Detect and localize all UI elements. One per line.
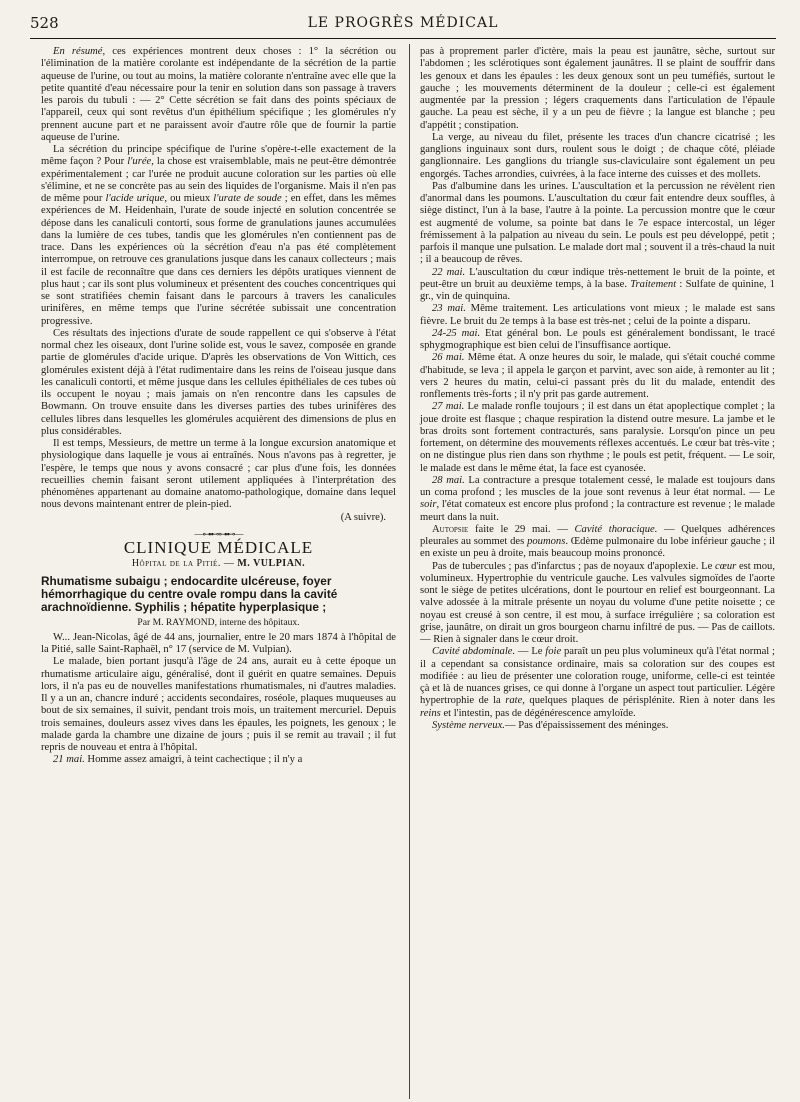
paragraph — [420, 401, 775, 475]
paragraph-text: , ou mieux — [164, 193, 214, 204]
paragraph-text: Pas de tubercules ; pas d'infarctus ; pas de noyaux d'apoplexie. Le — [432, 560, 716, 572]
paragraph: Le malade, bien portant jusqu'à l'âge de 24 ans, aurait eu à cette époque un rhumatisme articulaire aigu, généralisé, dont il guérit en quatre semaines. Depuis lors, il n'a pas eu de nouvelles manifestations rhumatismales, ni d'autres maladies. Il y a un an, chancre induré ; accidents secondaires, roséole, plaques muqueuses au bout de six semaines, il suivit, pendant trois mois, un traitement mercuriel. Depuis trois semaines, douleurs assez vives dans les épaules, les poignets, les genoux ; le malade garda la chambre une dizaine de jours ; puis il se remit au travail ; il fut repris de nouveau et entra à l'hôpital. — [41, 656, 396, 753]
physician-name: M. VULPIAN. — [237, 558, 306, 570]
ornament-divider: —⊶⊷⊶⊷— — [194, 528, 243, 539]
emphasis: En résumé — [53, 46, 103, 57]
emphasis: Système nerveux. — [432, 719, 505, 731]
paragraph — [420, 561, 775, 647]
paragraph — [420, 720, 775, 732]
paragraph-text: Même état. A onze heures du soir, le malade, qui s'était couché comme d'habitude, se leva ; il appela le garçon et parvint, avec son aide, à remonter au lit ; vers 2 heures du matin, celui-ci passant près du lit du malade, entendit des ronflements très-forts ; il n'y prit pas garde autrement. — [420, 352, 775, 400]
paragraph-text: Le malade ronfle toujours ; il est dans un état apoplectique complet ; la joue droite est flasque ; chaque respiration la distend outre mesure. La jambe et le bras droits sont fortement contracturés, sans paralysie. Lorsqu'on pince un peu fortement, on détermine des mouvements réflexes accentués. Le cœur bat très-vite ; on ne distingue plus rien dans son rhythme ; le pouls est petit, fréquent. — Le soir, le malade est dans le même état, la face est cyanosée. — [420, 401, 776, 474]
emphasis: l'urée — [127, 156, 152, 168]
emphasis: poumons — [527, 536, 566, 547]
paragraph — [420, 646, 775, 720]
suite-note: (A suivre). — [340, 511, 386, 523]
page-header — [30, 14, 776, 39]
emphasis: cœur — [715, 560, 737, 572]
paragraph-text: Homme assez amaigri, à teint cachectique ; il n'y a — [84, 754, 303, 766]
autopsy-label: Autopsie — [432, 523, 469, 535]
paragraph-text: : Sulfate de quinine, 1 gr., vin de quinquina. — [420, 278, 775, 302]
emphasis: l'urate de soude — [213, 193, 282, 204]
paragraph-text: , ces expériences montrent deux choses : 1° la sécrétion ou l'élimination de la matière corolante est indépendante de la sécrétion de la partie aqueuse de l'urine, ou tout au moins, la matière colorante n'entraîne avec elle que la petite quantité d'eau nécessaire pour la tenir en solution dans son passage à travers les parois du tubuli : — 2° Cette sécrétion se fait dans des points spéciaux de l'appareil, ceux qui sont revêtus d'un épithélium spécifique ; les glomérules n'y prennent aucune part et ne paraissent avoir d'autre rôle que de fournir la partie aqueuse de l'urine. — [41, 46, 396, 143]
paragraph — [420, 303, 775, 328]
paragraph — [41, 754, 396, 766]
hospital-name: Hôpital de la Pitié. — — [131, 558, 238, 570]
paragraph: pas à proprement parler d'ictère, mais la peau est jaunâtre, sèche, surtout sur l'abdomen ; les sclérotiques sont également jaunâtres. Il se plaint de souffrir dans les genoux et dans les épaules : les deux genoux sont un peu tuméfiés, surtout le gauche ; les mouvements déterminent de la douleur ; celle-ci est également augmentée par la pression ; légers craquements dans l'articulation de l'épaule gauche. La peau est sèche, il y a un peu de fièvre ; la langue est blanche ; peu d'appétit ; constipation. — [420, 46, 775, 131]
paragraph-text: L'auscultation du cœur indique très-nettement le bruit de la pointe, et peut-être un bruit au deuxième temps, à la base. — [420, 266, 775, 290]
case-title: Rhumatisme subaigu ; endocardite ulcéreuse, foyer hémorrhagique du centre ovale rompu dans la cavité arachnoïdienne. Syphilis ; hépatite hyperplasique ; — [41, 573, 338, 614]
emphasis: foie — [545, 646, 562, 658]
paragraph-text: — Pas d'épaississement des méninges. — [504, 719, 669, 731]
paragraph-text: Il est temps, Messieurs, de mettre un terme à la longue excursion anatomique et physiologique dans laquelle je vous ai entraînés. Nous n'avons pas à regretter, je l'espère, le temps que nous y avons consacré ; car plus d'une fois, les données recueillies chemin faisant seront utilement appliquées à l'interprétation des phénomènes appartenant au domaine anatomo-pathologique, domaine dans lequel nous devons maintenant entrer de plein-pied. — [41, 438, 396, 511]
right-column — [420, 46, 775, 732]
emphasis: Cavité abdominale. — [432, 646, 516, 658]
paragraph-text: paraît un peu plus volumineux qu'à l'état normal ; il a cependant sa consistance ordinaire, mais sa coloration sur des coupes est modifiée : au lieu de présenter une coloration rouge, uniforme, celle-ci est teintée çà et là de nuances grises, ce qui donne à l'organe un aspect tout particulier. Légère hypertrophie de la — [420, 646, 775, 707]
emphasis: reins — [420, 707, 441, 719]
paragraph — [420, 475, 775, 524]
paragraph-text: , la chose est vraisemblable, mais ne peut-être démontrée expérimentalement ; car l'urée ne produit aucune coloration sur les parties où elle s'élimine, et ne se concrète pas au sein des liquides de l'organisme. Mais il n'en pas de même pour — [41, 156, 396, 204]
paragraph — [41, 46, 396, 144]
paragraph-text: , quelques plaques de périsplénite. Rien à noter dans les — [522, 695, 776, 707]
section-title: CLINIQUE MÉDICALE — [123, 538, 314, 557]
emphasis: soir — [420, 499, 437, 511]
paragraph: Pas d'albumine dans les urines. L'auscultation et la percussion ne révèlent rien d'anormal dans les poumons. L'auscultation du cœur fait entendre deux souffles, à siège distinct, l'un à la base, l'autre à la pointe. La percussion montre que le cœur est augmenté de volume, sa pointe bat dans le 7e espace intercostal, un léger frémissement à la palpation au niveau du sein. Le pouls est peu développé, petit ; parfois il manque une pulsation. Le malade dort mal ; souvent il a très-chaud la nuit ; il a beaucoup de rêves. — [420, 180, 775, 266]
paragraph-text: et l'intestin, pas de dégénérescence amyloïde. — [440, 707, 636, 719]
left-column — [41, 46, 396, 767]
emphasis: Cavité thoracique. — [574, 523, 658, 535]
paragraph — [420, 352, 775, 401]
date-label: 23 mai. — [432, 303, 466, 315]
paragraph-text: Etat général bon. Le pouls est généralement bondissant, le tracé sphygmographique est bien celui de l'insuffisance aortique. — [420, 327, 775, 351]
page-number: 528 — [30, 14, 59, 32]
paragraph — [420, 328, 775, 353]
paragraph-text: ; en effet, dans les mêmes expériences de M. Heidenhain, l'urate de soude injecté en solution concentrée se dépose dans les canaliculi contorti, sous forme de granulations jaunes accumulées dans la lumière de ces tubes, tandis que les glomérules n'en contiennent pas de trace. Dans les expériences où la sécrétion d'eau n'a pas été complètement interrompue, on retrouve ces granulations jusque dans les canaux collecteurs ; mais il est facile de reconnaître que dans ces derniers les dépôts uratiques viennent de plus haut ; car ils sont plus volumineux et présentent des couches concentriques qui se sont stratifiées chemin faisant dans le parcours à travers les canalicules urinifères, en même temps que l'urine sécrétée subissait une concentration progressive. — [41, 193, 397, 327]
paragraph-text: — Quelques adhérences pleurales au sommet des — [420, 523, 776, 547]
paragraph-text: faite le 29 mai. — — [468, 523, 575, 535]
paragraph: W... Jean-Nicolas, âgé de 44 ans, journalier, entre le 20 mars 1874 à l'hôpital de la Pitié, salle Saint-Raphaël, n° 17 (service de M. Vulpian). — [41, 631, 396, 655]
paragraph — [41, 144, 396, 328]
date-label: 28 mai. — [432, 474, 465, 486]
paragraph: La verge, au niveau du filet, présente les traces d'un chancre cicatrisé ; les ganglions inguinaux sont durs, roulent sous le doigt ; de chaque côté, pléiade ganglionnaire. Les ganglions du triangle sus-claviculaire sont également un peu engorgés. Taches arrondies, cuivrées, à la face interne des cuisses et des mollets. — [420, 131, 775, 180]
date-label: 27 mai. — [432, 401, 465, 413]
paragraph-text: La sécrétion du principe spécifique de l'urine s'opère-t-elle exactement de la même façon ? Pour — [41, 144, 396, 168]
date-label: 26 mai. — [432, 352, 465, 364]
paragraph-text: . Œdème pulmonaire du lobe inférieur gauche ; il en existe un peu à droite, mais beaucoup moins prononcé. — [420, 536, 776, 560]
journal-title: LE PROGRÈS MÉDICAL — [307, 15, 499, 31]
date-label: 22 mai. — [432, 266, 466, 278]
paragraph-text: — Le — [515, 646, 546, 658]
paragraph-text: est mou, volumineux. Hypertrophie du ventricule gauche. Les valvules sigmoïdes de l'aorte sont le siège de petites ulcérations, dont le pourtour en relief est bourgeonnant. La valve adossée à la mitrale présente un noyau du volume d'une petite noisette ; ce noyau est creusé à son centre, il est mou, à surface irrégulière ; sa coloration est grise, jaunâtre, on dirait un gros bourgeon charnu infiltré de pus. — Pas de caillots. — Rien à signaler dans le cœur droit. — [420, 560, 775, 645]
paragraph: Ces résultats des injections d'urate de soude rappellent ce qui s'observe à l'état normal chez les oiseaux, dont l'urine solide est, vous le savez, composée en grande partie de glomérules d'acide urique. D'après les observations de Von Wittich, ces glomérules existent déjà à l'état rudimentaire dans les reins de l'oiseau jusque dans les canaliculi contorti, et même jusque dans les cellules épithéliales de ces tubes où ils occupent le noyau ; mais jamais on n'en rencontre dans les capsules de Bowmann. On trouve ensuite dans les diverses parties des tubes urinifères des cellules libres dans lesquelles les glomérules acquièrent des dimensions de plus en plus considérables. — [41, 327, 396, 437]
service-line — [41, 558, 396, 570]
paragraph-text: Même traitement. Les articulations vont mieux ; le malade est sans fièvre. Le bruit du 2e temps à la base est très-net ; celui de la pointe a disparu. — [420, 303, 775, 327]
paragraph — [41, 438, 396, 524]
paragraph — [420, 524, 775, 561]
emphasis: rate — [505, 695, 523, 707]
date-label: 21 mai. — [53, 754, 85, 766]
column-divider — [409, 44, 410, 1099]
byline: Par M. RAYMOND, interne des hôpitaux. — [137, 616, 300, 628]
emphasis: Traitement — [630, 278, 677, 290]
emphasis: l'acide urique — [105, 193, 165, 204]
paragraph — [420, 267, 775, 304]
date-label: 24-25 mai. — [432, 327, 481, 339]
paragraph-text: , l'état comateux est encore plus profond ; la contracture est revenue ; le malade meurt dans la nuit. — [420, 499, 775, 523]
paragraph-text: La contracture a presque totalement cessé, le malade est toujours dans un coma profond ; les muscles de la joue sont revenus à leur état normal. — Le — [420, 474, 776, 498]
